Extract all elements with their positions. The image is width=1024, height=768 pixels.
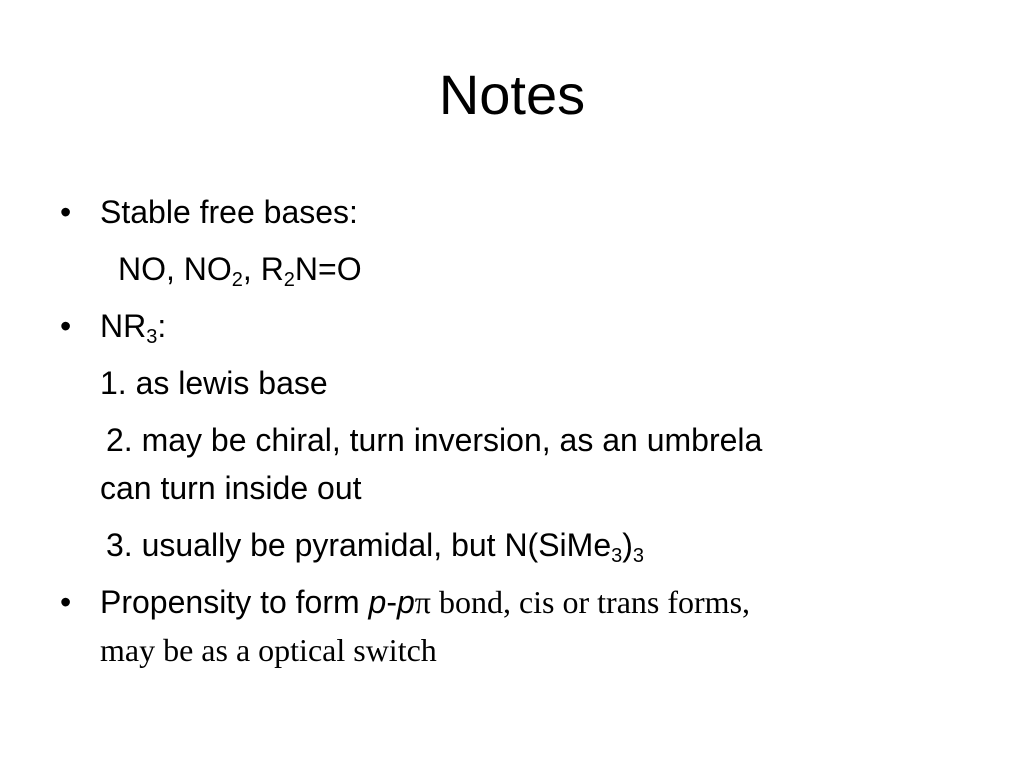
slide-title: Notes (438, 63, 586, 126)
nr3-point-3 (106, 525, 644, 565)
nr3-point-2-line-2: can turn inside out (100, 470, 362, 506)
nr3-point-2-line-1: 2. may be chiral, turn inversion, as an umbrela (106, 422, 763, 458)
subscript: 3 (611, 545, 623, 567)
subscript: 3 (632, 545, 645, 567)
propensity-text: Propensity to form (100, 584, 369, 620)
formula-text: , R (242, 251, 284, 287)
formula-text: NR (100, 308, 147, 344)
propensity-line-2: may be as a optical switch (100, 632, 437, 668)
formula-text: ) (622, 527, 633, 563)
subscript: 3 (146, 326, 158, 348)
bullet-marker: • (60, 308, 72, 344)
p-orbital-italic: p (368, 584, 387, 620)
dash: - (386, 584, 397, 620)
subscript: 2 (231, 269, 243, 291)
bullet-marker: • (60, 584, 72, 620)
p-orbital-italic: p (397, 584, 415, 620)
bullet-nr3 (100, 306, 166, 346)
formula-text: 3. usually be pyramidal, but N(SiMe (106, 527, 612, 563)
propensity-serif-text: π bond, cis or trans forms, (414, 584, 751, 620)
subscript: 2 (283, 269, 295, 291)
bullet-marker: • (60, 194, 72, 230)
bullet-propensity (100, 582, 750, 622)
bullet-stable-free-bases: Stable free bases: (100, 194, 358, 230)
nr3-point-1: 1. as lewis base (100, 365, 328, 401)
free-bases-formulas (118, 249, 362, 289)
formula-text: N=O (294, 251, 362, 287)
formula-text: NO, NO (118, 251, 232, 287)
formula-text: : (157, 308, 167, 344)
